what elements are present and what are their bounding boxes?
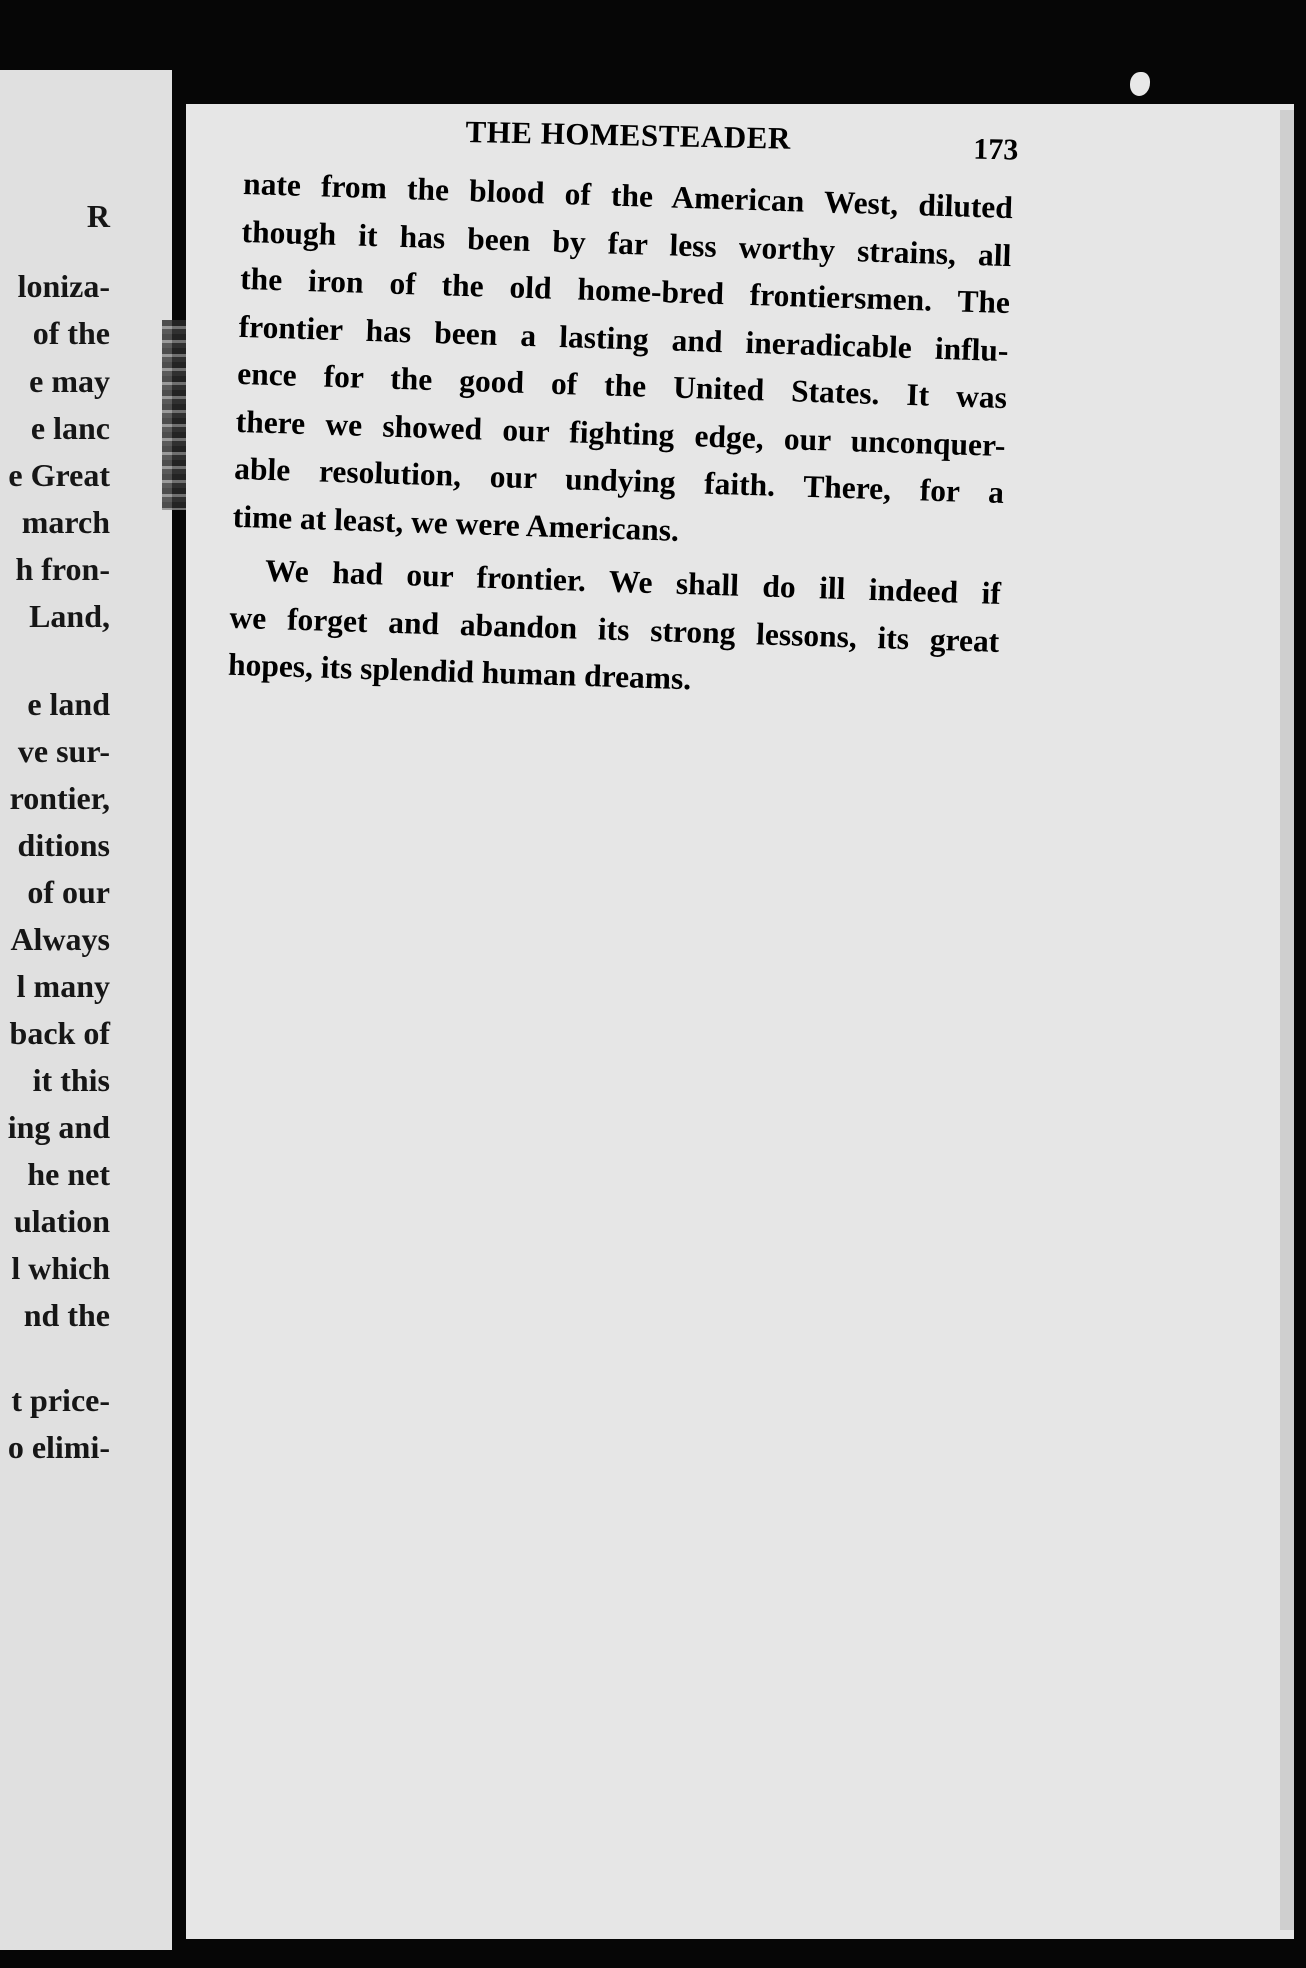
left-line: e may — [29, 363, 110, 399]
left-line: R — [86, 198, 110, 234]
left-line: ve sur- — [17, 733, 110, 769]
text-line: nate from the blood of the American West, diluted — [242, 165, 1014, 226]
left-line: rontier, — [9, 780, 110, 816]
left-line: of the — [32, 315, 110, 351]
left-line: l which — [11, 1250, 110, 1286]
text-line: We had our frontier. We shall do ill indeed if — [264, 552, 1002, 611]
text-line: ence for the good of the United States. It was — [236, 355, 1008, 416]
text-line: we forget and abandon its strong lessons, its great — [229, 599, 1000, 659]
text-line: hopes, its splendid human dreams. — [227, 646, 692, 697]
left-line: ulation — [13, 1203, 110, 1239]
left-line: he net — [27, 1156, 110, 1192]
book-gutter — [162, 320, 188, 510]
left-line: t price- — [11, 1382, 110, 1418]
left-line: e Great — [8, 457, 110, 493]
left-line: e lanc — [30, 410, 110, 446]
left-line: ing and — [7, 1109, 110, 1145]
left-line: Land, — [29, 598, 110, 634]
left-line: l many — [16, 968, 110, 1004]
page-number: 173 — [972, 132, 1019, 167]
text-line: there we showed our fighting edge, our unconquer- — [235, 403, 1006, 463]
page-edge — [1280, 110, 1294, 1930]
left-line: of our — [27, 874, 110, 910]
left-line: o elimi- — [7, 1429, 110, 1465]
left-line: back of — [9, 1015, 110, 1051]
paper-speck — [1130, 72, 1150, 96]
running-title: THE HOMESTEADER — [465, 113, 792, 156]
text-line: able resolution, our undying faith. There, for a — [233, 450, 1005, 511]
left-line: march — [21, 504, 110, 540]
left-line: e land — [27, 686, 110, 722]
text-line: the iron of the old home-bred frontiersmen. The — [239, 260, 1011, 321]
left-line: nd the — [23, 1297, 110, 1333]
left-page — [0, 70, 172, 1950]
left-line: Always — [10, 921, 110, 957]
left-page-text — [0, 70, 110, 1950]
body-text — [227, 160, 1013, 712]
text-line: though it has been by far less worthy strains, all — [241, 213, 1012, 273]
left-line: ditions — [17, 827, 110, 863]
left-line: h fron- — [15, 551, 110, 587]
text-line: time at least, we were Americans. — [232, 498, 680, 548]
left-line: loniza- — [17, 268, 110, 304]
left-line: it this — [32, 1062, 110, 1098]
text-line: frontier has been a lasting and ineradicable influ- — [238, 308, 1009, 368]
